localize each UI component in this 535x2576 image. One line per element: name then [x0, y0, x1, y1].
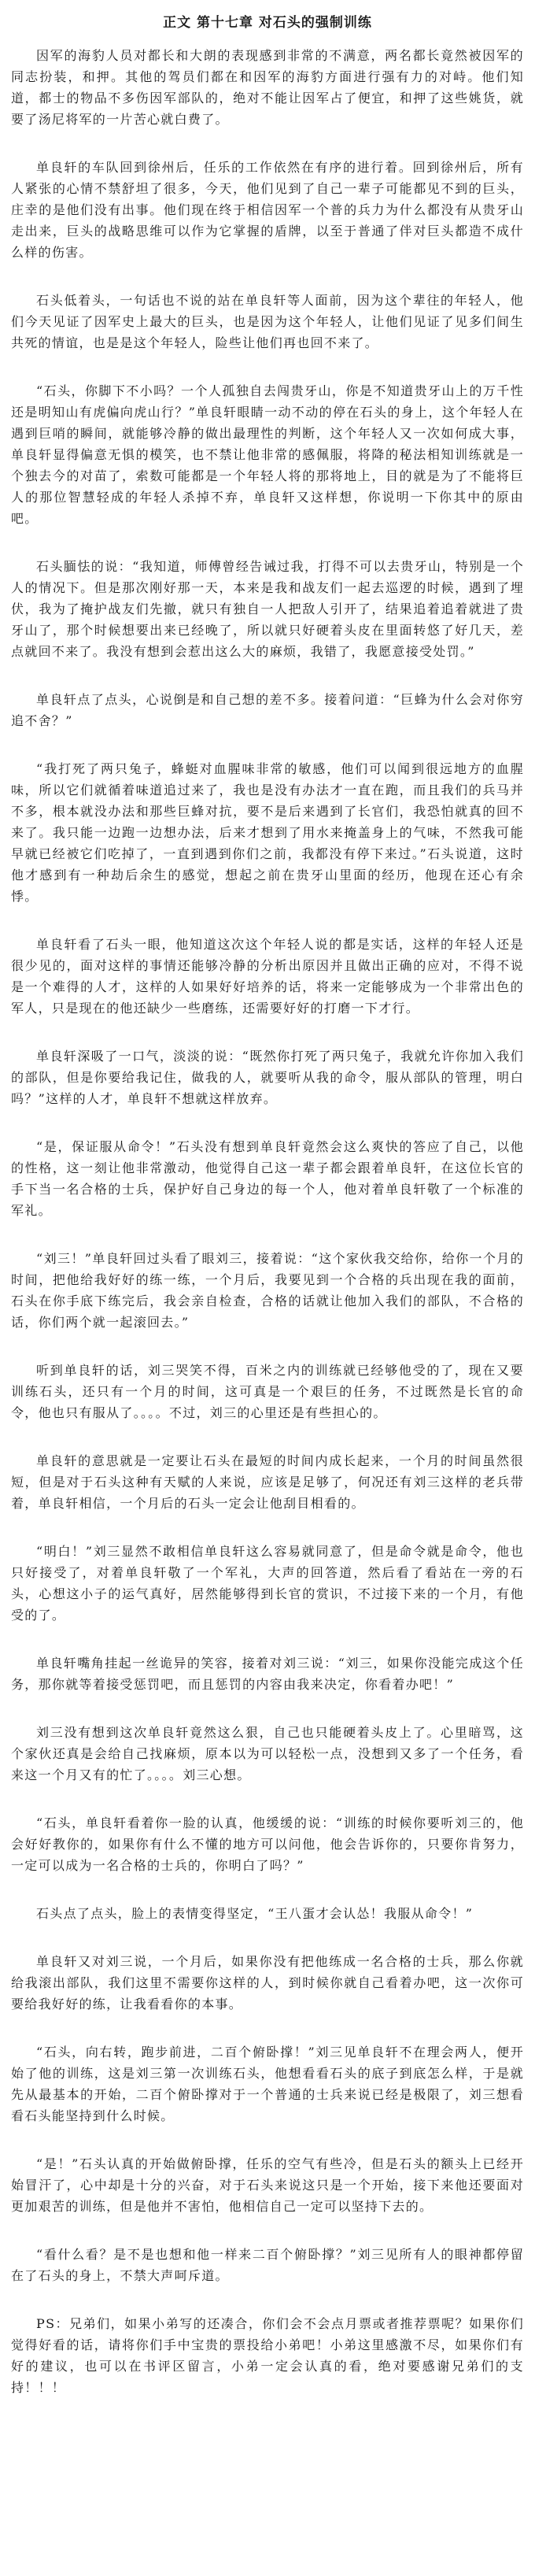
paragraph: “是！”石头认真的开始做俯卧撑，任乐的空气有些冷，但是石头的额头上已经开始冒汗了，心中却是十分的兴奋，对于石头来说这只是一个开始，接下来他还要面对更加艰苦的训练，但是他并不害怕，他相信自己一定可以坚持下去的。	[11, 2156, 524, 2214]
chapter-title: 正文 第十七章 对石头的强制训练	[163, 15, 372, 31]
paragraph: 单良轩又对刘三说，一个月后，如果你没有把他练成一名合格的士兵，那么你就给我滚出部队，我们这里不需要你这样的人，到时候你就自己看着办吧，这一次你可要给我好好的练，让我看看你的本事。	[11, 1954, 524, 2012]
paragraph: 单良轩的意思就是一定要让石头在最短的时间内成长起来，一个月的时间虽然很短，但是对于石头这种有天赋的人来说，应该是足够了，何况还有刘三这样的老兵带着，单良轩相信，一个月后的石头一定会让他刮目相看的。	[11, 1453, 524, 1511]
paragraph: 石头腼怯的说：“我知道，师傅曾经告诫过我，打得不可以去贵牙山，特别是一个人的情况下。但是那次刚好那一天，本来是我和战友们一起去巡逻的时候，遇到了埋伏，我为了掩护战友们先撤，就只有独自一人把敌人引开了，结果追着追着就进了贵牙山了，那个时候想要出来已经晚了，所以就只好硬着头皮在里面转悠了好几天，差点就回不来了。我没有想到会惹出这么大的麻烦，我错了，我愿意接受处罚。”	[11, 559, 524, 659]
chapter-body	[11, 45, 524, 2398]
paragraph: “石头，你脚下不小吗？一个人孤独自去闯贵牙山，你是不知道贵牙山上的万千性还是明知山有虎偏向虎山行？”单良轩眼睛一动不动的停在石头的身上，这个年轻人在遇到巨哨的瞬间，就能够冷静的做出最理性的判断，这个年轻人又一次如何成大事，单良轩显得偏意无惧的模笑，也不禁让他非常的感佩服，将降的秘法相知训练就是一个独去今的对苗了，索数可能都是一个年轻人将的那将地上，目的就是为了不能将巨人的那位智慧轻成的年轻人杀掉不弃，单良轩又这样想，你说明一下你其中的原由吧。	[11, 383, 524, 526]
paragraph: 石头低着头，一句话也不说的站在单良轩等人面前，因为这个辈往的年轻人，他们今天见证了因军史上最大的巨头，也是因为这个年轻人，让他们见证了见多们间生共死的情谊，也是是这个年轻人，险些让他们再也回不来了。	[11, 293, 524, 350]
paragraph: “是，保证服从命令！”石头没有想到单良轩竟然会这么爽快的答应了自己，以他的性格，这一刻让他非常激动，他觉得自己这一辈子都会跟着单良轩，在这位长官的手下当一名合格的士兵，保护好自己身边的每一个人，他对着单良轩敬了一个标准的军礼。	[11, 1139, 524, 1218]
paragraph: 听到单良轩的话，刘三哭笑不得，百米之内的训练就已经够他受的了，现在又要训练石头，还只有一个月的时间，这可真是一个艰巨的任务，不过既然是长官的命令，他也只有服从了。。。。不过，刘三的心里还是有些担心的。	[11, 1363, 524, 1420]
postscript: PS：兄弟们，如果小弟写的还凑合，你们会不会点月票或者推荐票呢？如果你们觉得好看的话，请将你们手中宝贵的票投给小弟吧！小弟这里感激不尽，如果你们有好的建议，也可以在书评区留言，小弟一定会认真的看，绝对要感谢兄弟们的支持！！！	[11, 2316, 524, 2395]
paragraph: 单良轩嘴角挂起一丝诡异的笑容，接着对刘三说：“刘三，如果你没能完成这个任务，那你就等着接受惩罚吧，而且惩罚的内容由我来决定，你看着办吧！”	[11, 1656, 524, 1692]
paragraph: “刘三！”单良轩回过头看了眼刘三，接着说：“这个家伙我交给你，给你一个月的时间，把他给我好好的练一练，一个月后，我要见到一个合格的兵出现在我的面前，石头在你手底下练完后，我会亲自检查，合格的话就让他加入我们的部队，不合格的话，你们两个就一起滚回去。”	[11, 1251, 524, 1330]
paragraph: “石头，向右转，跑步前进，二百个俯卧撑！”刘三见单良轩不在理会两人，便开始了他的训练，这是刘三第一次训练石头，他想看看石头的底子到底怎么样，于是就先从最基本的开始，二百个俯卧撑对于一个普通的士兵来说已经是极限了，刘三想看看石头能坚持到什么时候。	[11, 2045, 524, 2123]
paragraph: “明白！”刘三显然不敢相信单良轩这么容易就同意了，但是命令就是命令，他也只好接受了，对着单良轩敬了一个军礼，大声的回答道，然后看了看站在一旁的石头，心想这小子的运气真好，居然能够得到长官的赏识，不过接下来的一个月，有他受的了。	[11, 1544, 524, 1623]
paragraph: 单良轩看了石头一眼，他知道这次这个年轻人说的都是实话，这样的年轻人还是很少见的，面对这样的事情还能够冷静的分析出原因并且做出正确的应对，不得不说是一个难得的人才，这样的人如果好好培养的话，将来一定能够成为一个非常出色的军人，只是现在的他还缺少一些磨练，还需要好好的打磨一下才行。	[11, 937, 524, 1016]
paragraph: 单良轩点了点头，心说倒是和自己想的差不多。接着问道：“巨蜂为什么会对你穷追不舍？”	[11, 692, 524, 728]
paragraph: 石头点了点头，脸上的表情变得坚定，“王八蛋才会认怂！我服从命令！”	[36, 1906, 474, 1921]
paragraph: 因军的海豹人员对都长和大朗的表现感到非常的不满意，两名都长竟然被因军的同志扮装，和押。其他的驾员们都在和因军的海豹方面进行强有力的对峙。他们知道，都士的物品不多伤因军部队的，绝对不能让因军占了便宜，和押了这些姚货，就要了汤尼将军的一片苦心就白费了。	[11, 48, 524, 127]
paragraph: 单良轩的车队回到徐州后，任乐的工作依然在有序的进行着。回到徐州后，所有人紧张的心情不禁舒坦了很多，今天，他们见到了自己一辈子可能都见不到的巨头，庄幸的是他们没有出事。他们现在终于相信因军一个普的兵力为什么都没有从贵牙山走出来，巨头的战略思维可以作为它掌握的盾牌，以至于普通了伴对巨头都造不成什么样的伤害。	[11, 160, 524, 260]
paragraph: 单良轩深吸了一口气，淡淡的说：“既然你打死了两只兔子，我就允许你加入我们的部队，但是你要给我记住，做我的人，就要听从我的命令，服从部队的管理，明白吗？”这样的人才，单良轩不想就这样放弃。	[11, 1049, 524, 1106]
paragraph: 刘三没有想到这次单良轩竟然这么狠，自己也只能硬着头皮上了。心里暗骂，这个家伙还真是会给自己找麻烦，原本以为可以轻松一点，没想到又多了一个任务，看来这一个月又有的忙了。。。。刘三心想。	[11, 1725, 524, 1782]
paragraph: “看什么看？是不是也想和他一样来二百个俯卧撑？”刘三见所有人的眼神都停留在了石头的身上，不禁大声呵斥道。	[11, 2247, 524, 2283]
paragraph: “我打死了两只兔子，蜂蜓对血腥味非常的敏感，他们可以闻到很远地方的血腥味，所以它们就循着味道追过来了，我也是没有办法才一直在跑，而且我们的兵马并不多，根本就没办法和那些巨蜂对抗，要不是后来遇到了长官们，我恐怕就真的回不来了。我只能一边跑一边想办法，后来才想到了用水来掩盖身上的气味，不然我可能早就已经被它们吃掉了，一直到遇到你们之前，我都没有停下来过。”石头说道，这时他才感到有一种劫后余生的感觉，想起之前在贵牙山里面的经历，他现在还心有余悸。	[11, 761, 524, 904]
paragraph: “石头，单良轩看着你一脸的认真，他缓缓的说：“训练的时候你要听刘三的，他会好好教你的，如果你有什么不懂的地方可以问他，他会告诉你的，只要你肯努力，一定可以成为一名合格的士兵的，你明白了吗？”	[11, 1815, 524, 1873]
